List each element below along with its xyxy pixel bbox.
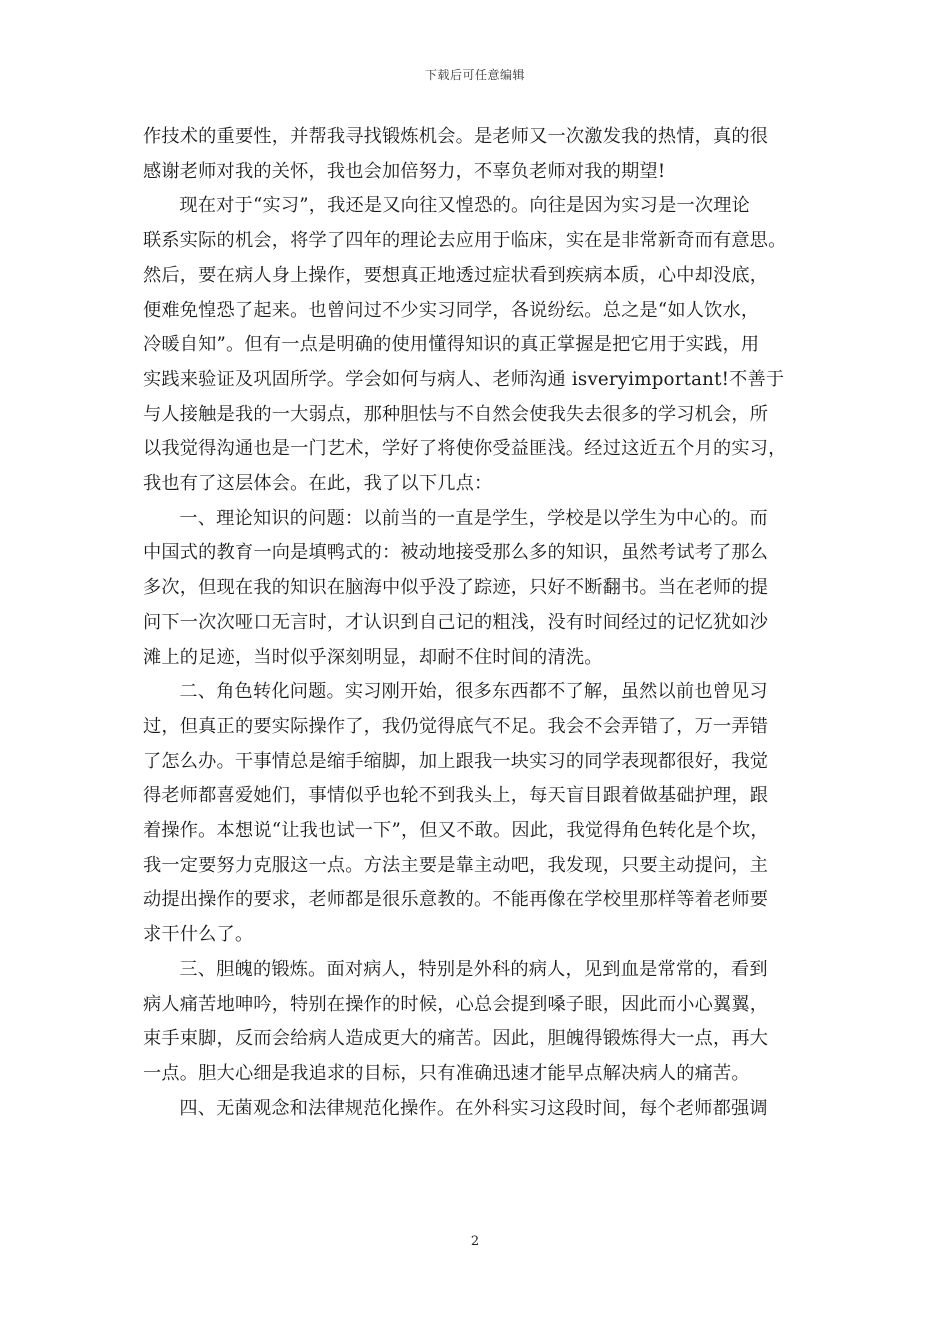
document-body — [143, 120, 823, 1126]
page-header: 下载后可任意编辑 — [424, 68, 525, 82]
paragraph-point-one-theory: 一、理论知识的问题：以前当的一直是学生，学校是以学生为中心的。而 中国式的教育一向是填鸭式的：被动地接受那么多的知识，虽然考试考了那么 多次，但现在我的知识在脑海中似乎没了踪迹，只好不断翻书。当在老师的提 问下一次次哑口无言时，才认识到自己记的粗浅，没有时间经过的记忆犹如沙 滩上的足迹，当时似乎深刻明显，却耐不住时间的清洗。 — [143, 507, 769, 668]
page-number: 2 — [470, 1234, 480, 1249]
paragraph-point-two-role: 二、角色转化问题。实习刚开始，很多东西都不了解，虽然以前也曾见习 过，但真正的要实际操作了，我仍觉得底气不足。我会不会弄错了，万一弄错 了怎么办。干事情总是缩手缩脚，加上跟我一块实习的同学表现都很好，我觉 得老师都喜爱她们，事情似乎也轮不到我头上，每天盲目跟着做基础护理，跟 着操作。本想说“让我也试一下”，但又不敢。因此，我觉得角色转化是个坎， 我一定要努力克服这一点。方法主要是靠主动吧，我发现，只要主动提问，主 动提出操作的要求，老师都是很乐意教的。不能再像在学校里那样等着老师要 求干什么了。 — [143, 681, 769, 946]
paragraph-internship-feelings: 现在对于“实习”，我还是又向往又惶恐的。向往是因为实习是一次理论 联系实际的机会，将学了四年的理论去应用于临床，实在是非常新奇而有意思。 然后，要在病人身上操作，要想真正地透过症状看到疾病本质，心中却没底， 便难免惶恐了起来。也曾问过不少实习同学，各说纷纭。总之是“如人饮水， 冷暖自知”。但有一点是明确的使用懂得知识的真正掌握是把它用于实践，用 实践来验证及巩固所学。学会如何与病人、老师沟通 isveryimportant!不善于 与人接触是我的一大弱点，那种胆怯与不自然会使我失去很多的学习机会，所 以我觉得沟通也是一门艺术，学好了将使你受益匪浅。经过这近五个月的实习， 我也有了这层体会。在此，我了以下几点： — [143, 195, 787, 495]
paragraph-point-four-aseptic: 四、无菌观念和法律规范化操作。在外科实习这段时间，每个老师都强调 — [179, 1097, 768, 1119]
paragraph-continuation: 作技术的重要性，并帮我寻找锻炼机会。是老师又一次激发我的热情，真的很 感谢老师对我的关怀，我也会加倍努力，不辜负老师对我的期望! — [143, 126, 769, 182]
paragraph-point-three-courage: 三、胆魄的锻炼。面对病人，特别是外科的病人，见到血是常常的，看到 病人痛苦地呻吟，特别在操作的时候，心总会提到嗓子眼，因此而小心翼翼， 束手束脚，反而会给病人造成更大的痛苦。因此，胆魄得锻炼得大一点，再大 一点。胆大心细是我追求的目标，只有准确迅速才能早点解决病人的痛苦。 — [143, 958, 769, 1084]
